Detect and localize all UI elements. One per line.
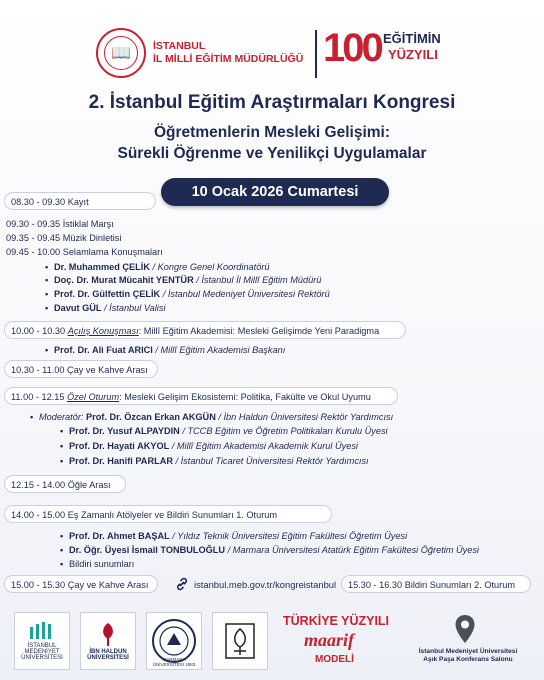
panelist-item: • Prof. Dr. Hanifi PARLAR / İstanbul Ticaret Üniversitesi Rektör Yardımcısı [69,455,369,467]
meb-logo [96,28,146,78]
speaker-item: • Prof. Dr. Gülfettin ÇELİK / İstanbul Medeniyet Üniversitesi Rektörü [54,288,330,300]
schedule-pill-opening: 10.00 - 10.30 Açılış Konuşması: Millî Eğitim Akademisi: Mesleki Gelişimde Yeni Paradigma [4,321,406,339]
book-icon: 📖 [104,36,138,70]
schedule-music: 09.35 - 09.45 Müzik Dinletisi [6,233,122,243]
meb-name: İSTANBUL İL MİLLİ EĞİTİM MÜDÜRLÜĞÜ [153,40,304,65]
workshop-item: • Bildiri sunumları [69,558,134,570]
link-icon [175,577,189,591]
centennial-line1: EĞİTİMİN [383,31,441,46]
schedule-pill-special-session: 11.00 - 12.15 Özel Oturum: Mesleki Gelişim Ekosistemi: Politika, Fakülte ve Okul Uyumu [4,387,398,405]
location-pin-icon [454,614,476,644]
partner-emblem-logo [212,612,268,670]
schedule-anthem: 09.30 - 09.35 İstiklal Marşı [6,219,114,229]
workshop-item: • Prof. Dr. Ahmet BAŞAL / Yıldız Teknik Üniversitesi Eğitim Fakültesi Öğretim Üyesi [69,530,407,542]
maarif-line1: TÜRKİYE YÜZYILI [283,614,390,628]
workshop-item: • Dr. Öğr. Üyesi İsmail TONBULOĞLU / Marmara Üniversitesi Atatürk Eğitim Fakültesi Öğretim Üyesi [69,544,479,556]
marmara-university-logo: MARMARA ÜNİVERSİTESİ 1883 [146,612,202,670]
panelist-item: • Prof. Dr. Yusuf ALPAYDIN / TCCB Eğitim ve Öğretim Politikaları Kurulu Üyesi [69,425,388,437]
schedule-pill-session2: 15.30 - 16.30 Bildiri Sunumları 2. Oturum [341,575,531,593]
centennial-line2: YÜZYILI [388,47,438,62]
maarif-line3: MODELİ [315,654,354,665]
speaker-item: • Davut GÜL / İstanbul Valisi [54,302,166,314]
schedule-pill-registration: 08.30 - 09.30 Kayıt [4,192,156,210]
theme-line1: Öğretmenlerin Mesleki Gelişimi: [153,124,391,141]
schedule-pill-lunch: 12.15 - 14.00 Öğle Arası [4,475,126,493]
speaker-item: • Dr. Muhammed ÇELİK / Kongre Genel Koordinatörü [54,261,270,273]
header-divider [315,30,317,78]
congress-title: 2. İstanbul Eğitim Araştırmaları Kongresi [88,92,456,113]
columns-icon [27,621,57,641]
theme-line2: Sürekli Öğrenme ve Yenilikçi Uygulamalar [117,145,427,162]
medeniyet-university-logo: İSTANBUL MEDENİYET ÜNİVERSİTESİ [14,612,70,670]
schedule-pill-break2: 15.00 - 15.30 Çay ve Kahve Arası [4,575,158,593]
tulip-emblem-icon [223,621,257,661]
moderator-item: • Moderatör: Prof. Dr. Özcan Erkan AKGÜN / İbn Haldun Üniversitesi Rektör Yardımcısı [39,411,393,423]
website-link[interactable]: istanbul.meb.gov.tr/kongreistanbul [175,577,336,591]
event-date: 10 Ocak 2026 Cumartesi [161,178,389,206]
schedule-pill-session1: 14.00 - 15.00 Eş Zamanlı Atölyeler ve Bildiri Sunumları 1. Oturum [4,505,332,523]
speaker-item: • Prof. Dr. Ali Fuat ARICI / Millî Eğitim Akademisi Başkanı [54,344,285,356]
maarif-line2: maarif [304,630,355,650]
venue-name: İstanbul Medeniyet Üniversitesi Aşık Paşa Konferans Salonu [418,648,518,663]
tulip-icon [97,621,119,647]
schedule-welcome: 09.45 - 10.00 Selamlama Konuşmaları [6,247,163,257]
ibn-haldun-university-logo: İBN HALDUN ÜNİVERSİTESİ [80,612,136,670]
centennial-number: 100 [323,26,381,70]
panelist-item: • Prof. Dr. Hayati AKYOL / Millî Eğitim Akademisi Akademik Kurul Üyesi [69,440,358,452]
speaker-item: • Doç. Dr. Murat Mücahit YENTÜR / İstanbul İl Millî Eğitim Müdürü [54,274,321,286]
schedule-pill-break: 10.30 - 11.00 Çay ve Kahve Arası [4,360,158,378]
